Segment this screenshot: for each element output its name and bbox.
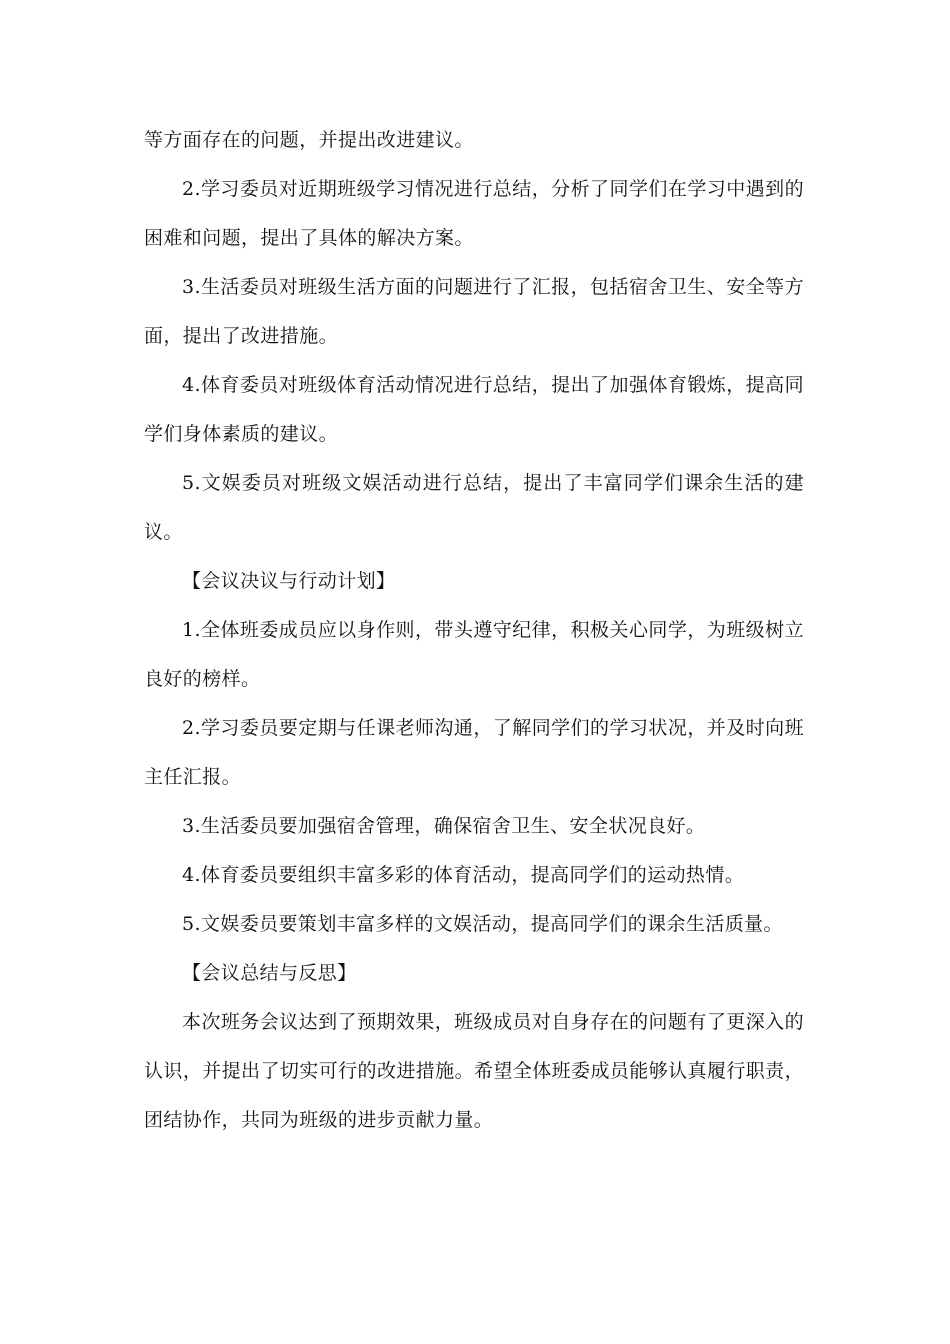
paragraph-continuation: 等方面存在的问题，并提出改进建议。	[144, 129, 474, 151]
section-heading-resolutions: 【会议决议与行动计划】	[182, 570, 396, 592]
paragraph-resolution-3: 3.生活委员要加强宿舍管理，确保宿舍卫生、安全状况良好。	[182, 815, 706, 837]
paragraph-entertainment-committee-report: 5.文娱委员对班级文娱活动进行总结，提出了丰富同学们课余生活的建议。	[144, 472, 804, 543]
paragraph-sports-committee-report: 4.体育委员对班级体育活动情况进行总结，提出了加强体育锻炼，提高同学们身体素质的建议。	[144, 374, 804, 445]
paragraph-summary: 本次班务会议达到了预期效果，班级成员对自身存在的问题有了更深入的认识，并提出了切实可行的改进措施。希望全体班委成员能够认真履行职责，团结协作，共同为班级的进步贡献力量。	[144, 1011, 804, 1131]
document-body	[144, 116, 804, 1145]
section-heading-summary: 【会议总结与反思】	[182, 962, 357, 984]
paragraph-study-committee-report: 2.学习委员对近期班级学习情况进行总结，分析了同学们在学习中遇到的困难和问题，提出了具体的解决方案。	[144, 178, 804, 249]
paragraph-life-committee-report: 3.生活委员对班级生活方面的问题进行了汇报，包括宿舍卫生、安全等方面，提出了改进措施。	[144, 276, 804, 347]
paragraph-resolution-1: 1.全体班委成员应以身作则，带头遵守纪律，积极关心同学，为班级树立良好的榜样。	[144, 619, 804, 690]
paragraph-resolution-5: 5.文娱委员要策划丰富多样的文娱活动，提高同学们的课余生活质量。	[182, 913, 783, 935]
paragraph-resolution-2: 2.学习委员要定期与任课老师沟通，了解同学们的学习状况，并及时向班主任汇报。	[144, 717, 804, 788]
paragraph-resolution-4: 4.体育委员要组织丰富多彩的体育活动，提高同学们的运动热情。	[182, 864, 745, 886]
